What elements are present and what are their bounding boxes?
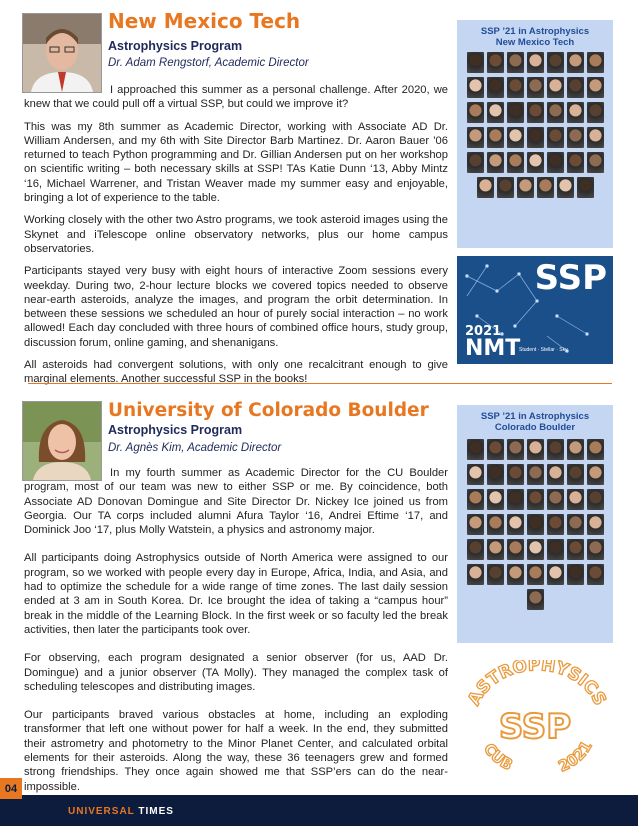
- participant-photo: [527, 514, 544, 535]
- participant-photo: [497, 177, 514, 198]
- participant-photo: [507, 102, 524, 123]
- panel-title-nmt: SSP ’21 in Astrophysics New Mexico Tech: [480, 26, 590, 48]
- participant-photo: [547, 564, 564, 585]
- participant-photo: [557, 177, 574, 198]
- logo-ssp-nmt-2021: [457, 256, 613, 364]
- participant-photo: [547, 127, 564, 148]
- participant-photo: [587, 127, 604, 148]
- participant-photo: [567, 77, 584, 98]
- participant-photo: [587, 514, 604, 535]
- participant-photo: [467, 514, 484, 535]
- participant-photo: [547, 539, 564, 560]
- logo-text-ssp: SSP: [534, 258, 607, 298]
- paragraph: In my fourth summer as Academic Director for the CU Boulder program, most of our team was new to either SSP or me. By coincidence, both Associate AD Donovan Domingue and Site Director Dr. Nickey Ice joined us from Georgia. Our TA corps included alumni Afura Taylor ‘16, Andrei Eftime ‘17, and Dominick Joo ‘17, plus Molly Watstein, a physics and astronomy major.: [24, 467, 448, 537]
- program-label-nmt: Astrophysics Program: [108, 39, 243, 53]
- section-divider: [28, 383, 612, 384]
- participant-photo: [507, 439, 524, 460]
- participant-photo: [587, 439, 604, 460]
- participant-photo: [547, 102, 564, 123]
- participant-photo: [587, 489, 604, 510]
- panel-title-cu: SSP ’21 in Astrophysics Colorado Boulder: [480, 411, 590, 433]
- logo-year-text: 2021: [555, 737, 596, 776]
- participant-photo: [587, 152, 604, 173]
- director-label-cu: Dr. Agnès Kim, Academic Director: [108, 442, 282, 454]
- participant-photo: [487, 52, 504, 73]
- footer-brand: [68, 806, 174, 817]
- participant-photo: [547, 77, 564, 98]
- paragraph: Working closely with the other two Astro programs, we took asteroid images using the Skynet and iTelescope online observatory networks, plus our home campus observatories.: [24, 214, 448, 255]
- participant-photo: [547, 489, 564, 510]
- participant-photo: [547, 464, 564, 485]
- program-label-cu: Astrophysics Program: [108, 423, 243, 437]
- participant-photo: [547, 514, 564, 535]
- article-body-nmt: [24, 83, 448, 395]
- participant-photo: [567, 514, 584, 535]
- footer-brand-rest: TIMES: [138, 806, 174, 817]
- participant-photo: [507, 127, 524, 148]
- participant-photo: [467, 464, 484, 485]
- article-body-cu: [24, 466, 448, 808]
- participant-photo-grid-cu: [465, 439, 605, 610]
- participant-photo: [487, 152, 504, 173]
- participant-photo: [487, 539, 504, 560]
- logo-text-year: 2021: [465, 324, 502, 339]
- participant-photo: [467, 564, 484, 585]
- participant-photo: [527, 127, 544, 148]
- logo-astrophysics-ssp-cub-2021: [457, 660, 613, 780]
- participant-photo: [477, 177, 494, 198]
- paragraph: Our participants braved various obstacles at home, including an exploding transformer that left one without power for half a week. In the end, they submitted their astrometry and photometry to the Minor Planet Center, and calculated orbital elements for their asteroids. Along the way, these 36 teenagers grew and formed strong friendships. They once again showed me that SSP’ers can do the near-impossible.: [24, 709, 448, 793]
- participant-photo: [487, 77, 504, 98]
- participant-photo-grid-nmt: [465, 52, 605, 198]
- participant-photo: [487, 514, 504, 535]
- participant-photo: [547, 152, 564, 173]
- participant-photo: [527, 539, 544, 560]
- participant-photo: [527, 464, 544, 485]
- participant-photo: [567, 539, 584, 560]
- participant-photo: [507, 52, 524, 73]
- participant-photo: [587, 564, 604, 585]
- participant-photo: [547, 52, 564, 73]
- participant-photo: [467, 127, 484, 148]
- participant-photo: [527, 439, 544, 460]
- participant-photo: [567, 152, 584, 173]
- logo-arc-top-text: ASTROPHYSICS: [464, 660, 610, 709]
- svg-text:ASTROPHYSICS: [464, 660, 610, 709]
- logo-text-nmt: NMT: [465, 336, 521, 361]
- participant-photo: [467, 52, 484, 73]
- participant-photo: [527, 102, 544, 123]
- paragraph: All asteroids had convergent solutions, with only one recalcitrant enough to give marginal elements. Another successful SSP in the books!: [24, 359, 448, 386]
- participant-photo: [507, 464, 524, 485]
- participant-photo: [527, 152, 544, 173]
- section-title-cu: University of Colorado Boulder: [108, 400, 429, 421]
- participant-photo: [487, 464, 504, 485]
- participant-photo: [467, 102, 484, 123]
- director-label-nmt: Dr. Adam Rengstorf, Academic Director: [108, 57, 309, 69]
- participant-photo: [487, 102, 504, 123]
- participant-photo: [527, 589, 544, 610]
- participant-photo: [487, 439, 504, 460]
- logo-ssp-text: SSP: [498, 707, 572, 747]
- participant-photo: [527, 52, 544, 73]
- participant-photo: [567, 439, 584, 460]
- participant-photo: [577, 177, 594, 198]
- logo-arc-bottom-text: CUB: [480, 739, 516, 775]
- participant-photo: [467, 439, 484, 460]
- participant-photo: [547, 439, 564, 460]
- participant-photo: [527, 489, 544, 510]
- participant-photo: [517, 177, 534, 198]
- participant-photo: [527, 77, 544, 98]
- photo-panel-nmt: [457, 20, 613, 248]
- participant-photo: [467, 489, 484, 510]
- section-title-nmt: New Mexico Tech: [108, 9, 301, 33]
- participant-photo: [567, 127, 584, 148]
- logo-text-small: Student · Stellar · Sky: [519, 347, 568, 353]
- participant-photo: [507, 489, 524, 510]
- paragraph: This was my 8th summer as Academic Director, working with Associate AD Dr. William Andersen, and my 6th with Site Director Barb Martinez. Dr. Aaron Bauer ’06 returned to teach Python programming and Dr. Gillian Andersen put on her workshop on scientific writing – both necessary skills at SSP! TAs Katie Dunn ‘13, Abby Mintz ‘16, Michael Warrener, and Tristan Weaver made my summer easy and enjoyable, bringing a lot of experience to the table.: [24, 120, 448, 205]
- participant-photo: [507, 514, 524, 535]
- paragraph: Participants stayed very busy with eight hours of interactive Zoom sessions every weekday. During two, 2-hour lecture blocks we covered topics needed to observe near-earth asteroids, analyze the images, and program the orbit determination. In between these sessions we scheduled an hour of purely social interaction – no work allowed! Each day concluded with three hours of combined office hours, study group, discussion forum, online gaming, and shenanigans.: [24, 265, 448, 349]
- participant-photo: [587, 464, 604, 485]
- participant-photo: [587, 102, 604, 123]
- participant-photo: [567, 52, 584, 73]
- participant-photo: [587, 77, 604, 98]
- participant-photo: [467, 152, 484, 173]
- page-number: 04: [0, 778, 22, 799]
- participant-photo: [587, 539, 604, 560]
- paragraph: All participants doing Astrophysics outside of North America were assigned to our program, so we worked with people every day in Europe, Africa, India, and Asia, and had to optimize the schedule for a wide range of time zones. The last daily session ended at 3 am in South Korea. Dr. Ice brought the idea of taking a “campus hour” break in the middle of the Learning Block. In the first week or so faculty led the break activities, then later the participants took over.: [24, 552, 448, 636]
- participant-photo: [527, 564, 544, 585]
- participant-photo: [487, 564, 504, 585]
- participant-photo: [507, 152, 524, 173]
- participant-photo: [507, 539, 524, 560]
- participant-photo: [467, 539, 484, 560]
- photo-panel-cu: [457, 405, 613, 643]
- participant-photo: [487, 127, 504, 148]
- participant-photo: [567, 564, 584, 585]
- participant-photo: [567, 489, 584, 510]
- participant-photo: [567, 102, 584, 123]
- portrait-adam-rengstorf: [22, 13, 102, 93]
- participant-photo: [507, 77, 524, 98]
- participant-photo: [537, 177, 554, 198]
- participant-photo: [487, 489, 504, 510]
- participant-photo: [467, 77, 484, 98]
- paragraph: I approached this summer as a personal challenge. After 2020, we knew that we could pull off a virtual SSP, but could we improve it?: [24, 84, 448, 111]
- paragraph: For observing, each program designated a senior observer (for us, AAD Dr. Domingue) and a junior observer (TA Molly). They managed the complex task of scheduling telescopes and distributing images.: [24, 652, 448, 693]
- participant-photo: [507, 564, 524, 585]
- participant-photo: [587, 52, 604, 73]
- participant-photo: [567, 464, 584, 485]
- footer-brand-accent: UNIVERSAL: [68, 806, 135, 817]
